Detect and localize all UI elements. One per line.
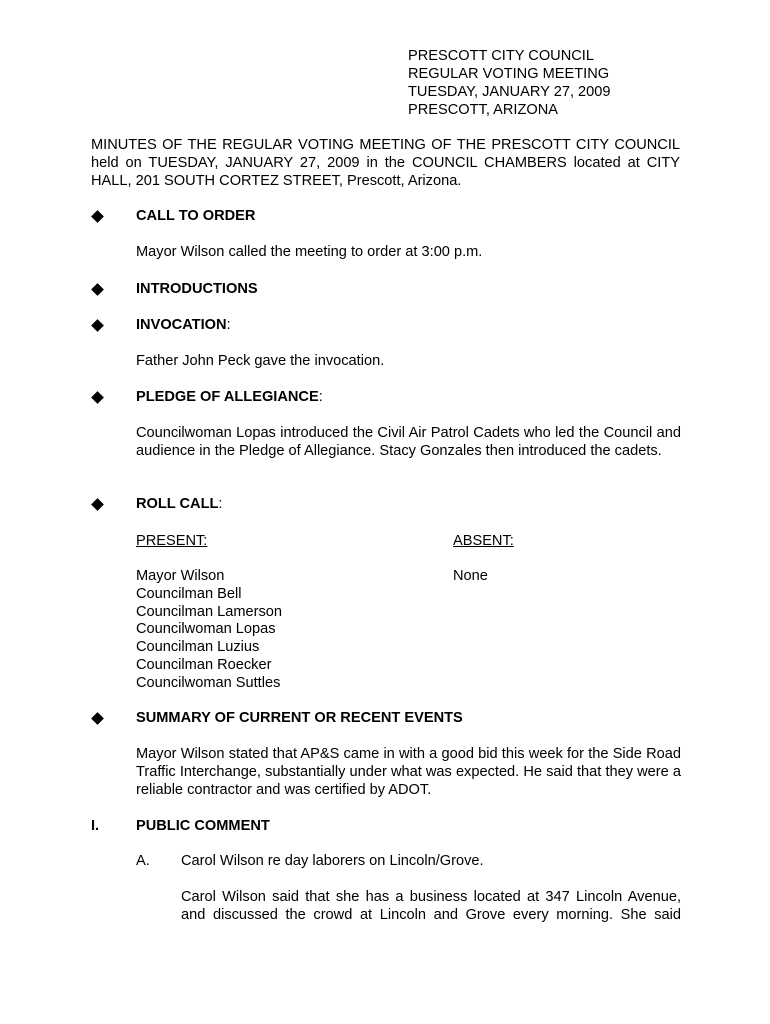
heading-call-to-order: CALL TO ORDER xyxy=(136,208,256,224)
heading-invocation xyxy=(136,317,231,335)
item-letter: A. xyxy=(136,853,150,869)
bullet-icon xyxy=(91,391,104,404)
invocation-title: INVOCATION xyxy=(136,317,227,333)
item-body: Carol Wilson said that she has a business located at 347 Lincoln Avenue, and discussed the crowd at Lincoln and Grove every morning. She said xyxy=(181,889,681,923)
header-line-3: TUESDAY, JANUARY 27, 2009 xyxy=(408,84,611,100)
pledge-text: Councilwoman Lopas introduced the Civil Air Patrol Cadets who led the Council and audience in the Pledge of Allegiance. Stacy Gonzales then introduced the cadets. xyxy=(136,425,681,459)
roll-call-title: ROLL CALL xyxy=(136,496,219,512)
heading-pledge xyxy=(136,389,323,407)
present-member: Councilman Luzius xyxy=(136,639,260,656)
bullet-icon xyxy=(91,210,104,223)
absent-label: ABSENT: xyxy=(453,533,514,549)
summary-text: Mayor Wilson stated that AP&S came in with a good bid this week for the Side Road Traffic Interchange, substantially under what was expected. He said that they were a reliable contractor and was certified by ADOT. xyxy=(136,746,681,798)
heading-public-comment: PUBLIC COMMENT xyxy=(136,818,270,834)
present-member: Councilman Roecker xyxy=(136,656,272,673)
invocation-text: Father John Peck gave the invocation. xyxy=(136,353,385,369)
present-member: Councilwoman Suttles xyxy=(136,674,281,691)
call-to-order-text: Mayor Wilson called the meeting to order at 3:00 p.m. xyxy=(136,244,483,260)
pledge-title: PLEDGE OF ALLEGIANCE xyxy=(136,389,319,405)
present-list xyxy=(136,568,282,693)
present-member: Councilman Bell xyxy=(136,585,242,602)
present-member: Councilman Lamerson xyxy=(136,603,283,620)
absent-member: None xyxy=(453,568,488,584)
heading-roll-call xyxy=(136,496,222,514)
header-line-2: REGULAR VOTING MEETING xyxy=(408,66,610,82)
intro-paragraph: MINUTES OF THE REGULAR VOTING MEETING OF THE PRESCOTT CITY COUNCIL held on TUESDAY, JANUARY 27, 2009 in the COUNCIL CHAMBERS located at CITY HALL, 201 SOUTH CORTEZ STREET, Prescott, Arizona. xyxy=(91,137,680,189)
heading-summary: SUMMARY OF CURRENT OR RECENT EVENTS xyxy=(136,710,463,726)
bullet-icon xyxy=(91,319,104,332)
pledge-colon: : xyxy=(318,389,323,405)
section-number: I. xyxy=(91,818,100,834)
header-line-4: PRESCOTT, ARIZONA xyxy=(408,102,559,118)
bullet-icon xyxy=(91,498,104,511)
item-title: Carol Wilson re day laborers on Lincoln/Grove. xyxy=(181,853,484,869)
bullet-icon xyxy=(91,712,104,725)
present-member: Councilwoman Lopas xyxy=(136,621,276,638)
heading-introductions: INTRODUCTIONS xyxy=(136,281,258,297)
present-member: Mayor Wilson xyxy=(136,568,225,584)
invocation-colon: : xyxy=(226,317,231,333)
absent-list xyxy=(453,568,488,586)
meeting-header xyxy=(408,48,708,120)
header-line-1: PRESCOTT CITY COUNCIL xyxy=(408,48,594,64)
bullet-icon xyxy=(91,283,104,296)
roll-call-colon: : xyxy=(218,496,223,512)
present-label: PRESENT: xyxy=(136,533,208,549)
